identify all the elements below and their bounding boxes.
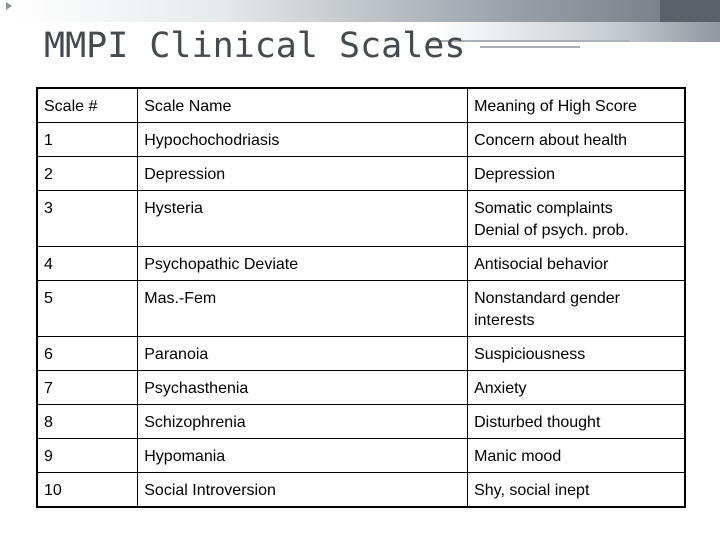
scale-name-cell: Hysteria bbox=[138, 191, 468, 247]
table-row bbox=[37, 157, 685, 191]
table-row bbox=[37, 191, 685, 247]
scale-name-cell: Depression bbox=[138, 157, 468, 191]
scale-number-cell: 2 bbox=[37, 157, 138, 191]
meaning-line: Somatic complaints bbox=[474, 200, 613, 217]
scale-number-cell: 7 bbox=[37, 371, 138, 405]
scale-number-cell: 6 bbox=[37, 337, 138, 371]
header-scale-name: Scale Name bbox=[138, 88, 468, 123]
header-meaning: Meaning of High Score bbox=[468, 88, 685, 123]
clinical-scales-table bbox=[36, 87, 686, 508]
meaning-cell bbox=[468, 337, 685, 371]
scale-name-cell: Psychasthenia bbox=[138, 371, 468, 405]
table-row bbox=[37, 247, 685, 281]
scale-number-cell: 3 bbox=[37, 191, 138, 247]
table-row bbox=[37, 405, 685, 439]
scale-number-cell: 4 bbox=[37, 247, 138, 281]
meaning-line: Depression bbox=[474, 166, 556, 183]
scale-number-cell: 9 bbox=[37, 439, 138, 473]
meaning-line: Suspiciousness bbox=[474, 346, 586, 363]
meaning-line: Antisocial behavior bbox=[474, 256, 609, 273]
scale-name-cell: Social Introversion bbox=[138, 473, 468, 508]
meaning-cell bbox=[468, 405, 685, 439]
table-row bbox=[37, 337, 685, 371]
triangle-icon bbox=[6, 2, 12, 10]
table-header-row bbox=[37, 88, 685, 123]
meaning-line: Denial of psych. prob. bbox=[474, 222, 629, 239]
scale-name-cell: Schizophrenia bbox=[138, 405, 468, 439]
table-row bbox=[37, 473, 685, 508]
meaning-cell bbox=[468, 191, 685, 247]
scale-number-cell: 5 bbox=[37, 281, 138, 337]
scale-number-cell: 8 bbox=[37, 405, 138, 439]
scale-name-cell: Hypochochodriasis bbox=[138, 123, 468, 157]
scale-name-cell: Paranoia bbox=[138, 337, 468, 371]
table-row bbox=[37, 439, 685, 473]
decorative-line bbox=[480, 46, 580, 48]
meaning-cell bbox=[468, 371, 685, 405]
scale-name-cell: Psychopathic Deviate bbox=[138, 247, 468, 281]
scale-name-cell: Mas.-Fem bbox=[138, 281, 468, 337]
header-bar bbox=[8, 0, 720, 22]
table-row bbox=[37, 281, 685, 337]
table-row bbox=[37, 123, 685, 157]
meaning-line: Disturbed thought bbox=[474, 414, 601, 431]
meaning-line: Nonstandard gender interests bbox=[474, 290, 620, 329]
meaning-cell bbox=[468, 439, 685, 473]
meaning-cell bbox=[468, 473, 685, 508]
scale-name-cell: Hypomania bbox=[138, 439, 468, 473]
table-row bbox=[37, 371, 685, 405]
scale-number-cell: 10 bbox=[37, 473, 138, 508]
meaning-line: Concern about health bbox=[474, 132, 628, 149]
meaning-line: Shy, social inept bbox=[474, 482, 590, 499]
scale-number-cell: 1 bbox=[37, 123, 138, 157]
meaning-line: Manic mood bbox=[474, 448, 562, 465]
header-scale-number: Scale # bbox=[37, 88, 138, 123]
page-title: MMPI Clinical Scales bbox=[44, 26, 466, 66]
meaning-cell bbox=[468, 157, 685, 191]
meaning-cell bbox=[468, 281, 685, 337]
meaning-cell bbox=[468, 247, 685, 281]
meaning-cell bbox=[468, 123, 685, 157]
meaning-line: Anxiety bbox=[474, 380, 527, 397]
header-bar-accent bbox=[660, 0, 720, 22]
